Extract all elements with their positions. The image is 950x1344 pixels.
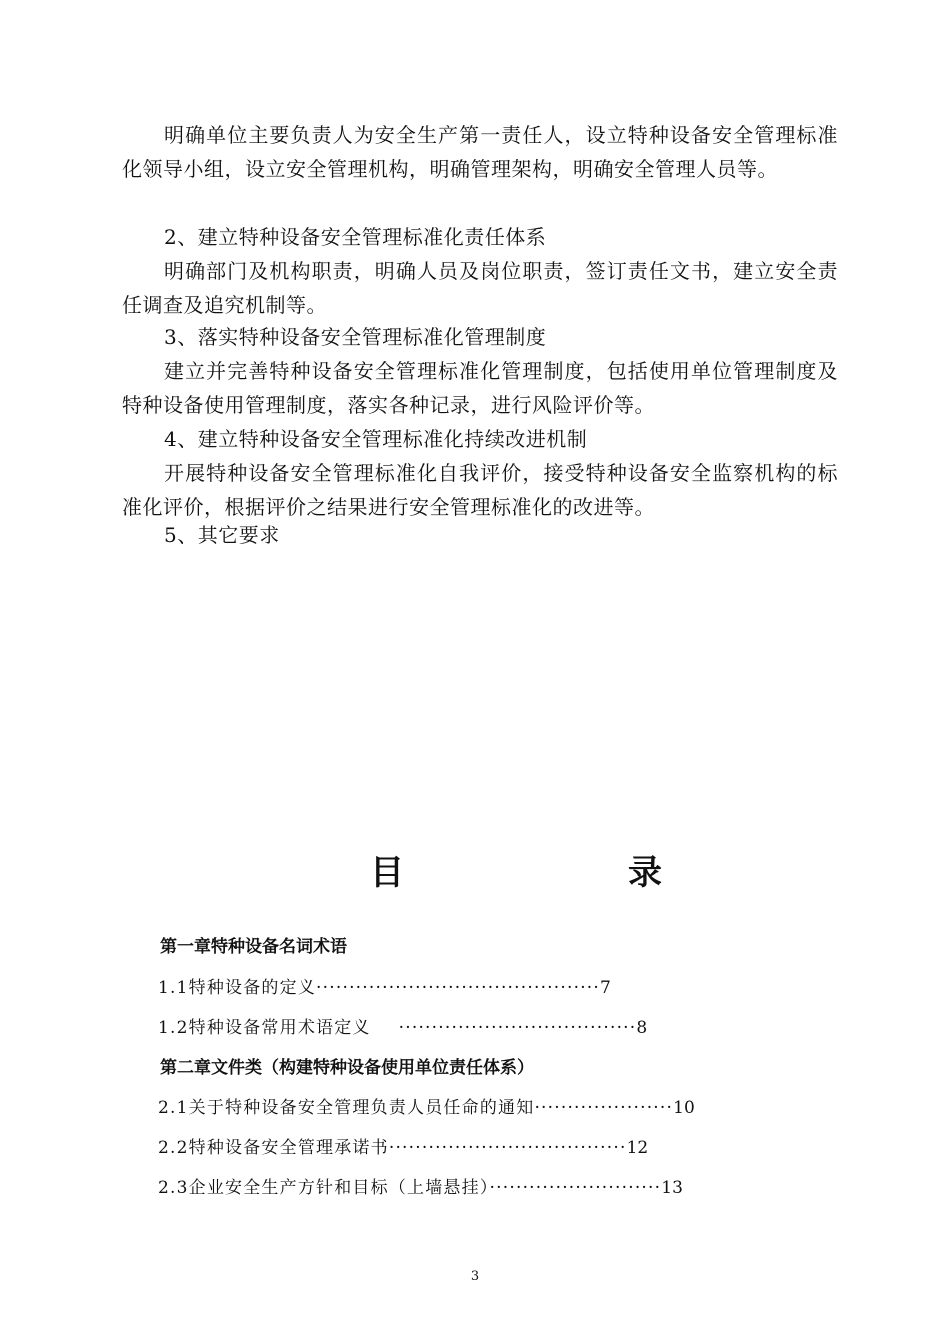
toc-entry[interactable]	[158, 1096, 695, 1120]
toc-entry-label: 1.1特种设备的定义	[158, 978, 317, 998]
toc-entry-label: 2.3企业安全生产方针和目标（上墙悬挂）	[158, 1178, 490, 1198]
toc-leader-dots: ····································	[398, 1018, 637, 1038]
toc-leader-dots: ·····················	[534, 1098, 674, 1118]
section-heading: 3、落实特种设备安全管理标准化管理制度	[164, 325, 547, 349]
toc-page-number: 12	[626, 1138, 649, 1158]
body-paragraph: 建立并完善特种设备安全管理标准化管理制度，包括使用单位管理制度及特种设备使用管理制度，落实各种记录，进行风险评价等。	[122, 359, 838, 417]
toc-entry-label: 2.2特种设备安全管理承诺书	[158, 1138, 389, 1158]
toc-title-char: 目	[370, 853, 404, 893]
toc-title-char: 录	[628, 853, 662, 893]
toc-leader-dots: ····································	[388, 1138, 627, 1158]
body-paragraph: 明确单位主要负责人为安全生产第一责任人，设立特种设备安全管理标准化领导小组，设立安全管理机构，明确管理架构，明确安全管理人员等。	[122, 123, 838, 181]
body-paragraph: 开展特种设备安全管理标准化自我评价，接受特种设备安全监察机构的标准化评价，根据评价之结果进行安全管理标准化的改进等。	[122, 461, 838, 519]
page-number: 3	[470, 1269, 480, 1284]
toc-entry-label: 1.2特种设备常用术语定义	[158, 1018, 371, 1038]
toc-chapter-heading: 第一章特种设备名词术语	[160, 937, 347, 957]
toc-leader-dots: ··························	[489, 1178, 662, 1198]
toc-entry-label: 2.1关于特种设备安全管理负责人员任命的通知	[158, 1098, 535, 1118]
toc-entry[interactable]	[158, 1176, 683, 1200]
toc-title	[370, 848, 670, 898]
toc-chapter-heading: 第二章文件类（构建特种设备使用单位责任体系）	[160, 1058, 534, 1078]
toc-page-number: 13	[661, 1178, 683, 1198]
toc-leader-dots: ···········································	[316, 978, 601, 998]
toc-page-number: 8	[636, 1018, 648, 1038]
toc-entry[interactable]	[158, 1136, 648, 1160]
section-heading: 2、建立特种设备安全管理标准化责任体系	[164, 225, 547, 249]
toc-page-number: 10	[673, 1098, 695, 1118]
toc-page-number: 7	[600, 978, 611, 998]
section-heading: 5、其它要求	[164, 523, 280, 547]
toc-entry[interactable]	[158, 976, 611, 1000]
toc-entry[interactable]	[158, 1016, 647, 1040]
body-paragraph: 明确部门及机构职责，明确人员及岗位职责，签订责任文书，建立安全责任调查及追究机制等。	[122, 259, 838, 317]
section-heading: 4、建立特种设备安全管理标准化持续改进机制	[164, 427, 588, 451]
